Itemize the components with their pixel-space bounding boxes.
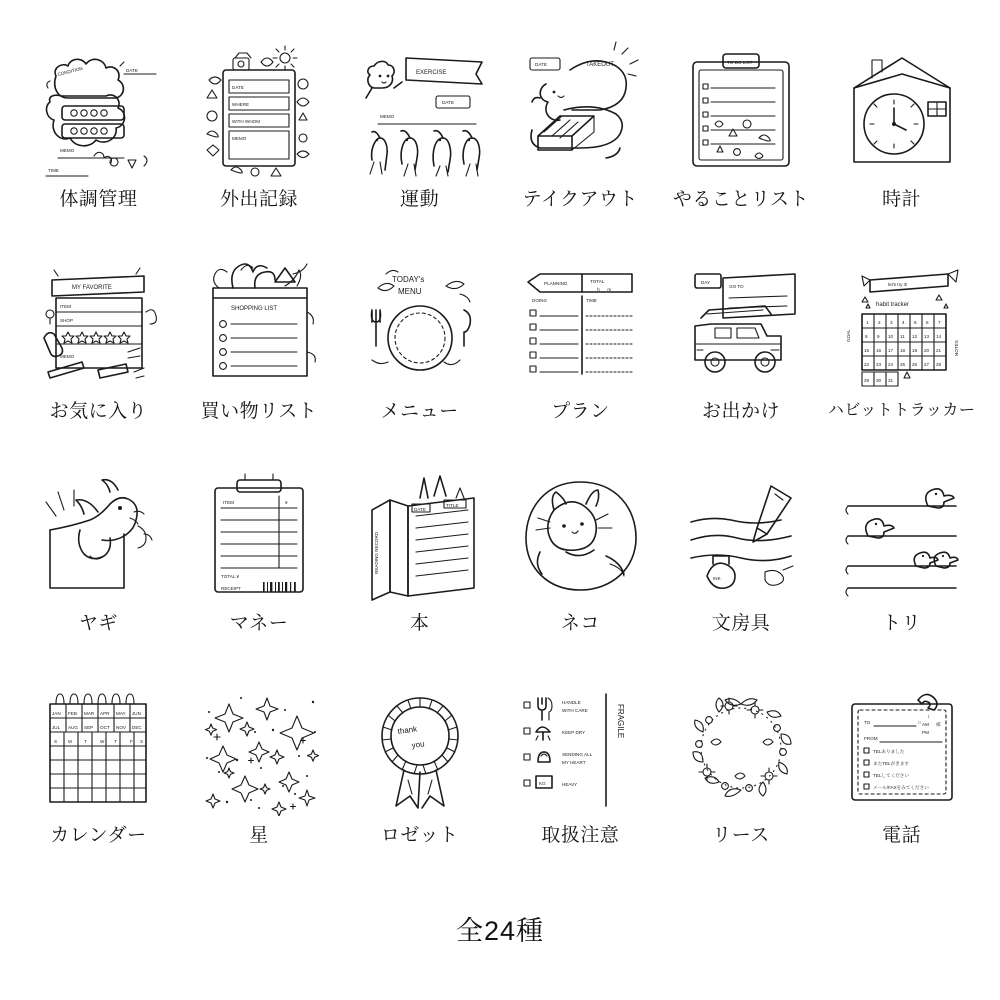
svg-text:11: 11 — [899, 334, 905, 339]
money-illustration — [189, 464, 329, 604]
svg-text:habit tracker: habit tracker — [875, 302, 909, 308]
svg-text:9: 9 — [876, 334, 880, 339]
wreath-illustration — [671, 676, 811, 816]
svg-text:OCT: OCT — [100, 725, 111, 730]
svg-text:ITEM: ITEM — [222, 500, 234, 505]
shopping-list-illustration — [189, 252, 329, 392]
svg-text:you: you — [410, 739, 425, 750]
svg-text:26: 26 — [911, 362, 917, 367]
phone-illustration — [832, 676, 972, 816]
svg-text:28: 28 — [935, 362, 941, 367]
stamp-cell-bird — [821, 464, 982, 676]
stamp-caption: メニュー — [380, 401, 459, 422]
stamp-cell-cat — [500, 464, 661, 676]
svg-text:MY FAVORITE: MY FAVORITE — [72, 285, 113, 291]
svg-text:AUG: AUG — [68, 725, 79, 730]
svg-text:JAN: JAN — [52, 711, 62, 716]
stamp-grid — [18, 40, 982, 888]
svg-text:WITH CARE: WITH CARE — [562, 708, 589, 713]
stars-illustration — [189, 676, 329, 816]
svg-text:13: 13 — [923, 334, 929, 339]
health-illustration — [28, 40, 168, 180]
bird-illustration — [832, 464, 972, 604]
svg-text:thank: thank — [396, 724, 418, 736]
svg-text:TAKEOUT: TAKEOUT — [586, 62, 615, 68]
svg-text:MAY: MAY — [116, 711, 126, 716]
stamp-caption: 本 — [409, 613, 430, 634]
svg-text:29: 29 — [863, 378, 869, 383]
svg-text:7: 7 — [937, 320, 941, 325]
svg-text:let's try it!: let's try it! — [887, 282, 907, 287]
svg-text:15: 15 — [863, 348, 869, 353]
svg-text:またTELがきます: またTELがきます — [872, 761, 909, 766]
svg-text:/: / — [927, 714, 929, 719]
svg-text:READING RECORD: READING RECORD — [373, 531, 379, 574]
stamp-cell-habit-tracker — [821, 252, 982, 464]
svg-text:18: 18 — [899, 348, 905, 353]
svg-text:RECEIPT: RECEIPT — [220, 586, 241, 591]
svg-text:JUL: JUL — [52, 725, 61, 730]
svg-text:AM: AM — [921, 722, 929, 727]
stamp-caption: マネー — [229, 613, 289, 634]
stamp-cell-outing — [661, 252, 822, 464]
svg-text:__h___m: __h___m — [592, 287, 612, 292]
svg-text:TIME: TIME — [48, 168, 60, 173]
stamp-caption: カレンダー — [50, 825, 147, 846]
svg-text:ITEM: ITEM — [60, 304, 72, 309]
svg-text:14: 14 — [935, 334, 941, 339]
svg-text:31: 31 — [887, 378, 893, 383]
svg-text:T: T — [84, 739, 88, 744]
stamp-caption: 星 — [249, 825, 269, 846]
svg-text:MEMO: MEMO — [379, 114, 394, 119]
svg-text:FRAGILE: FRAGILE — [616, 704, 626, 739]
stamp-caption: ハビットトラッカー — [827, 402, 976, 419]
stamp-cell-todo-list — [661, 40, 822, 252]
stamp-cell-phone — [821, 676, 982, 888]
exercise-illustration — [350, 40, 490, 180]
stamp-cell-plan — [500, 252, 661, 464]
stamp-cell-outing-record — [179, 40, 340, 252]
svg-text:TO DO LIST: TO DO LIST — [726, 60, 753, 65]
svg-text:FEB: FEB — [68, 711, 78, 716]
stamp-caption: 時計 — [882, 189, 922, 210]
svg-text:TELありました: TELありました — [872, 749, 905, 754]
svg-text:TIME: TIME — [586, 298, 598, 303]
stamp-cell-goat — [18, 464, 179, 676]
handling-care-illustration — [510, 676, 650, 816]
stamp-cell-favorite — [18, 252, 179, 464]
stamp-cell-calendar — [18, 676, 179, 888]
stationery-illustration — [671, 464, 811, 604]
svg-text:25: 25 — [899, 362, 905, 367]
svg-text:19: 19 — [911, 348, 917, 353]
stamp-caption: ネコ — [560, 613, 600, 634]
svg-text:EXERCISE: EXERCISE — [415, 70, 446, 76]
stamp-cell-menu — [339, 252, 500, 464]
clock-illustration — [832, 40, 972, 180]
stamp-cell-handling-care — [500, 676, 661, 888]
svg-text:24: 24 — [887, 362, 893, 367]
svg-text:DATE: DATE — [441, 100, 454, 105]
stamp-caption: 体調管理 — [59, 189, 138, 210]
svg-text:10: 10 — [887, 334, 893, 339]
stamp-caption: 買い物リスト — [200, 401, 318, 422]
outing-illustration — [671, 252, 811, 392]
svg-text:F: F — [130, 739, 134, 744]
svg-text:DOING: DOING — [532, 298, 548, 303]
stamp-caption: 取扱注意 — [541, 825, 620, 846]
total-count-label: 全24種 — [455, 916, 545, 946]
svg-text:MEMO: MEMO — [231, 136, 247, 141]
svg-text:JUN: JUN — [132, 711, 142, 716]
stamp-cell-shopping-list — [179, 252, 340, 464]
svg-text:DAY: DAY — [700, 280, 711, 285]
svg-text:TODAY's: TODAY's — [391, 275, 425, 284]
svg-text:TOTAL: TOTAL — [590, 279, 605, 284]
stamp-cell-exercise — [339, 40, 500, 252]
svg-text:KEEP DRY: KEEP DRY — [562, 730, 586, 735]
svg-text:HANDLE: HANDLE — [562, 700, 581, 705]
svg-text:DATE: DATE — [535, 62, 548, 67]
stamp-caption: 電話 — [882, 825, 922, 846]
svg-text:W: W — [100, 739, 105, 744]
svg-text:M: M — [68, 739, 73, 744]
svg-text:GO TO: GO TO — [728, 284, 744, 289]
svg-text:DATE: DATE — [413, 507, 426, 512]
svg-text:30: 30 — [875, 378, 881, 383]
svg-text:NOTES: NOTES — [953, 340, 959, 356]
svg-text:2: 2 — [877, 320, 881, 325]
svg-text:PLANNING: PLANNING — [544, 281, 568, 286]
svg-text:21: 21 — [935, 348, 941, 353]
svg-text:MENU: MENU — [397, 287, 422, 296]
svg-text:4: 4 — [901, 320, 905, 325]
habit-tracker-illustration — [832, 252, 972, 392]
rosette-illustration — [350, 676, 490, 816]
svg-text:6: 6 — [925, 320, 929, 325]
book-illustration — [350, 464, 490, 604]
calendar-illustration — [28, 676, 168, 816]
svg-text:1: 1 — [865, 320, 869, 325]
svg-text:SHOP: SHOP — [60, 318, 74, 323]
svg-text:メール/FAXをみてください: メール/FAXをみてください — [872, 785, 929, 790]
stamp-cell-stars — [179, 676, 340, 888]
svg-text:22: 22 — [863, 362, 869, 367]
svg-text:20: 20 — [923, 348, 929, 353]
stamp-cell-clock — [821, 40, 982, 252]
takeout-illustration — [510, 40, 650, 180]
svg-text:17: 17 — [887, 348, 893, 353]
svg-text:MY HEART: MY HEART — [562, 760, 586, 765]
stamp-caption: お出かけ — [701, 401, 780, 422]
cat-illustration — [510, 464, 650, 604]
stamp-caption: ヤギ — [78, 613, 118, 634]
todo-list-illustration — [671, 40, 811, 180]
svg-text:PM: PM — [921, 730, 929, 735]
svg-text:SHOPPING LIST: SHOPPING LIST — [230, 306, 277, 312]
favorite-illustration — [28, 252, 168, 392]
stamp-caption: 運動 — [400, 189, 440, 210]
svg-text:MAR: MAR — [84, 711, 95, 716]
svg-text:TOTAL ¥: TOTAL ¥ — [220, 574, 240, 579]
svg-text:FROM: FROM — [863, 736, 878, 741]
stamp-caption: 文房具 — [711, 613, 771, 634]
stamp-caption: お気に入り — [49, 401, 148, 422]
plan-illustration — [510, 252, 650, 392]
svg-text:DATE: DATE — [231, 85, 244, 90]
svg-text:DATE: DATE — [126, 68, 139, 73]
stamp-caption: トリ — [882, 613, 922, 634]
svg-text:CONDITION: CONDITION — [57, 65, 84, 77]
svg-text:WHERE: WHERE — [231, 102, 250, 107]
stamp-caption: プラン — [551, 401, 610, 422]
menu-illustration — [350, 252, 490, 392]
svg-text:S: S — [140, 739, 144, 744]
stamp-cell-wreath — [661, 676, 822, 888]
stamp-caption: ロゼット — [380, 825, 459, 846]
outing-record-illustration — [189, 40, 329, 180]
svg-text:12: 12 — [911, 334, 917, 339]
svg-text:SENDING ALL: SENDING ALL — [562, 752, 593, 757]
svg-text:TO: TO — [863, 720, 870, 725]
svg-text:27: 27 — [923, 362, 929, 367]
stamp-cell-takeout — [500, 40, 661, 252]
svg-text:23: 23 — [875, 362, 881, 367]
stamp-cell-stationery — [661, 464, 822, 676]
svg-text:3: 3 — [889, 320, 893, 325]
svg-text:NOV: NOV — [116, 725, 127, 730]
svg-text:APR: APR — [100, 711, 110, 716]
stamp-cell-money — [179, 464, 340, 676]
stamp-caption: テイクアウト — [522, 189, 638, 210]
svg-text:MEMO: MEMO — [60, 148, 75, 153]
svg-text:DEC: DEC — [132, 725, 143, 730]
svg-text:¥: ¥ — [284, 500, 288, 505]
goat-illustration — [28, 464, 168, 604]
svg-text:TELしてください: TELしてください — [872, 773, 909, 778]
svg-text:MEMO: MEMO — [60, 354, 75, 359]
svg-text:SEP: SEP — [84, 725, 94, 730]
svg-text:16: 16 — [875, 348, 881, 353]
svg-text:INK: INK — [712, 576, 721, 581]
svg-text:□: □ — [917, 720, 921, 725]
svg-text:HEAVY: HEAVY — [562, 782, 578, 787]
svg-text:様: 様 — [935, 722, 941, 727]
svg-text:S: S — [54, 739, 58, 744]
svg-text:5: 5 — [913, 320, 917, 325]
stamp-caption: やることリスト — [672, 189, 810, 210]
svg-text:8: 8 — [864, 334, 868, 339]
stamp-cell-health — [18, 40, 179, 252]
svg-text:KG: KG — [539, 781, 546, 786]
stamp-caption: リース — [712, 825, 770, 846]
svg-text:TITLE: TITLE — [445, 503, 459, 508]
svg-text:WITH WHOM: WITH WHOM — [231, 119, 261, 124]
stamp-cell-book — [339, 464, 500, 676]
stamp-caption: 外出記録 — [219, 189, 298, 210]
svg-text:GOAL: GOAL — [845, 329, 851, 342]
stamp-cell-rosette — [339, 676, 500, 888]
svg-text:T: T — [114, 739, 118, 744]
